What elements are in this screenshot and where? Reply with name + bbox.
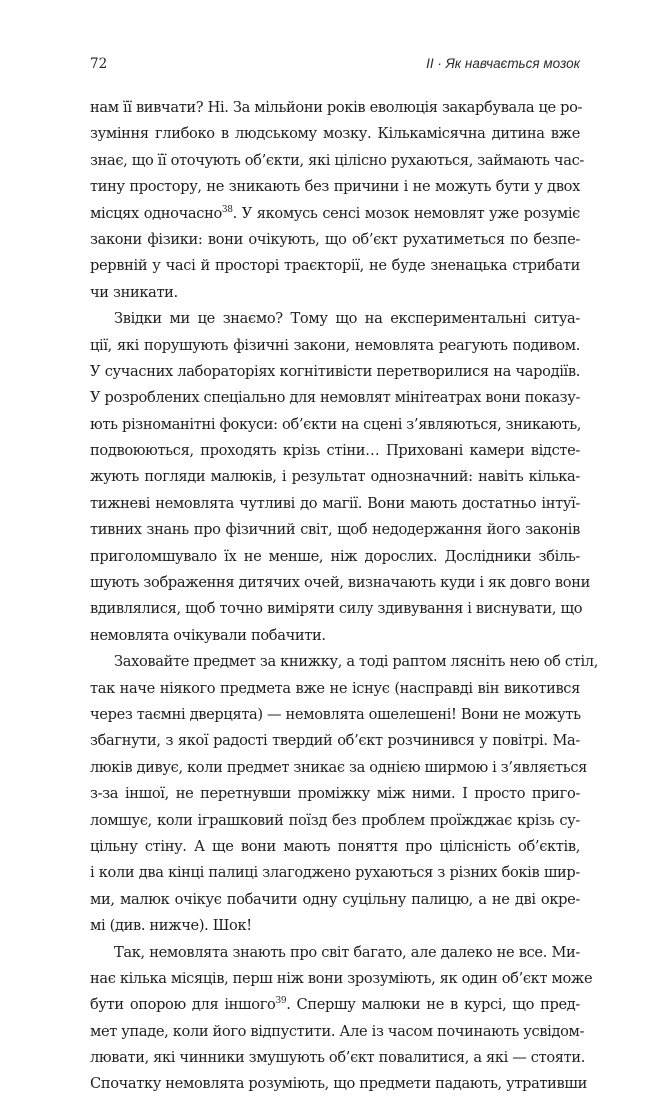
line-text: тивних знань про фізичний світ, щоб недодержання його законів [90,521,580,539]
line-text: закони фізики: вони очікують, що об’єкт рухатиметься по безпе- [90,230,580,248]
text-line [90,333,580,359]
line-text: з-за іншої, не перетнувши проміжку між ними. І просто приго- [90,785,580,803]
text-line [90,649,598,675]
text-line [90,966,593,992]
text-line [90,148,584,174]
line-text-continued: . У якомусь сенсі мозок немовлят уже розуміє [232,204,580,222]
text-line [90,940,580,966]
running-head: II · Як навчається мозок [426,56,580,71]
text-line [90,755,587,781]
text-line [90,887,580,913]
line-text: знає, що її оточують об’єкти, які цілісно рухаються, займають час- [90,151,584,169]
text-line [90,121,580,147]
line-text: рервній у часі й просторі траєкторії, не буде зненацька стрибати [90,257,580,275]
line-text-continued: . Спершу малюки не в курсі, що пред- [286,996,580,1014]
line-text: ції, які порушують фізичні закони, немовлята реагують подивом. [90,336,580,354]
line-text: збагнути, з якої радості твердий об’єкт розчинився у повітрі. Ма- [90,732,580,750]
line-text: вдивлялися, щоб точно виміряти силу здивування і виснувати, що [90,600,583,618]
line-text: Звідки ми це знаємо? Тому що на експериментальні ситуа- [114,310,580,328]
line-text: нам її вивчати? Ні. За мільйони років еволюція закарбувала це ро- [90,99,583,116]
line-text: через таємні дверцята) — немовлята ошелешені! Вони не можуть [90,705,581,723]
line-text: Спочатку немовлята розуміють, що предмети падають, утративши [90,1075,587,1093]
text-line [90,412,580,438]
footnote-marker: 39 [275,996,287,1007]
text-line [90,913,580,939]
line-text: цільну стіну. А ще вони мають поняття про цілісність об’єктів, [90,837,580,855]
text-line [90,95,583,121]
text-line [90,570,590,596]
footnote-marker: 38 [221,204,233,215]
line-text: чи зникати. [90,283,178,301]
text-line [90,1045,586,1071]
text-line [90,860,580,886]
line-text: зуміння глибоко в людському мозку. Кількамісячна дитина вже [90,125,580,143]
text-line [90,623,580,649]
text-line [90,385,580,411]
line-text: тину простору, не зникають без причини і не можуть бути у двох [90,178,580,196]
line-text: приголомшувало їх не менше, ніж дорослих. Дослідники збіль- [90,547,580,565]
text-line [90,596,583,622]
line-text: місцях одночасно [90,204,222,222]
text-line [90,702,580,728]
text-line [90,359,580,385]
text-line [90,676,580,702]
line-text: подвоюються, проходять крізь стіни… Приховані камери відсте- [90,442,580,460]
line-text: бути опорою для іншого [90,996,276,1014]
line-text: мі (див. нижче). Шок! [90,917,252,935]
text-line [90,174,580,200]
text-line [90,1071,587,1097]
text-line [90,992,580,1018]
text-line [90,728,580,754]
line-text: ють різноманітні фокуси: об’єкти на сцені з’являються, зникають, [90,415,582,433]
page-header [90,56,580,78]
line-text: лювати, які чинники змушують об’єкт повалитися, а які — стояти. [90,1049,586,1067]
text-line [90,808,580,834]
line-text: шують зображення дитячих очей, визначають куди і як довго вони [90,574,590,592]
text-line [90,781,580,807]
text-line [90,280,580,306]
text-line [90,201,580,227]
line-text: ми, малюк очікує побачити одну суцільну палицю, а не дві окре- [90,890,580,908]
text-line [90,464,580,490]
page-number: 72 [90,56,108,72]
text-line [90,544,580,570]
text-line [90,491,580,517]
text-line [90,306,580,332]
line-text: жують погляди малюків, і результат однозначний: навіть кілька- [90,468,580,486]
line-text: нає кілька місяців, перш ніж вони зрозуміють, як один об’єкт може [90,969,593,987]
text-line [90,438,580,464]
text-line [90,227,580,253]
line-text: мет упаде, коли його відпустити. Але із часом починають усвідом- [90,1022,585,1040]
line-text: так наче ніякого предмета вже не існує (насправді він викотився [90,679,580,697]
line-text: У розроблених спеціально для немовлят мінітеатрах вони показу- [90,389,581,407]
text-line [90,517,580,543]
line-text: люків дивує, коли предмет зникає за однією ширмою і з’являється [90,758,587,776]
line-text: Так, немовлята знають про світ багато, але далеко не все. Ми- [114,943,580,961]
line-text: Заховайте предмет за книжку, а тоді раптом лясніть нею об стіл, [114,653,598,671]
line-text: тижневі немовлята чутливі до магії. Вони мають достатньо інтуї- [90,494,580,512]
body-text [90,95,598,1098]
text-line [90,834,580,860]
text-line [90,253,580,279]
line-text: і коли два кінці палиці злагоджено рухаються з різних боків шир- [90,864,580,882]
line-text: У сучасних лабораторіях когнітивісти перетворилися на чародіїв. [90,362,580,380]
line-text: немовлята очікували побачити. [90,626,326,644]
text-line [90,1019,585,1045]
line-text: ломшує, коли іграшковий поїзд без проблем проїжджає крізь су- [90,811,580,829]
